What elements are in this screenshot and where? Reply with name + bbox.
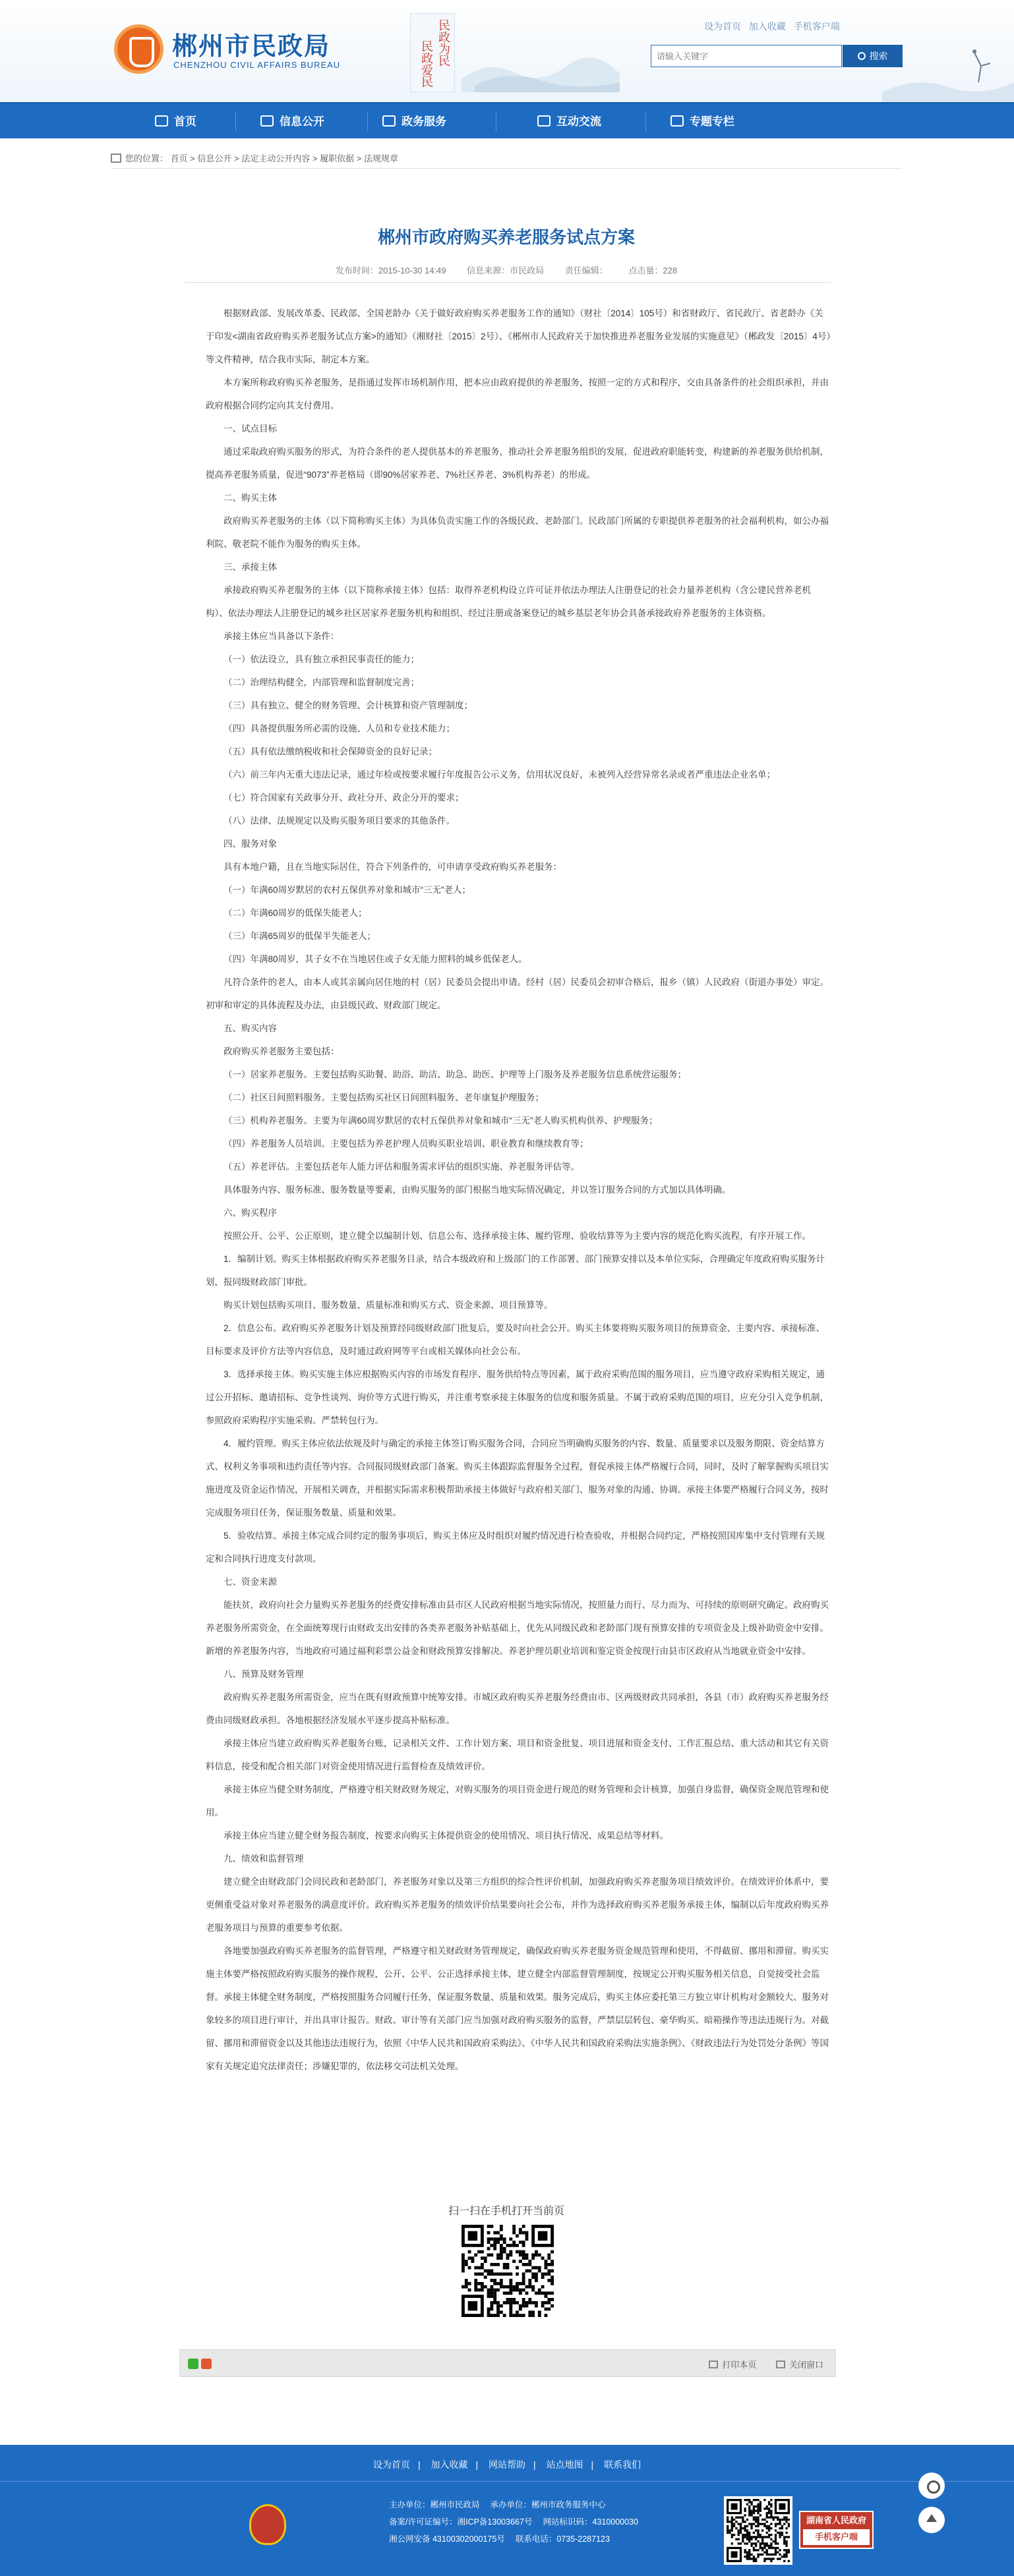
add-favorite-link[interactable]: 加入收藏 (748, 21, 786, 32)
nav-label: 互动交流 (556, 115, 601, 128)
article-paragraph: （四）养老服务人员培训。主要包括为养老护理人员购买职业培训、职业教育和继续教育等； (224, 1139, 589, 1149)
edit-icon (382, 115, 396, 127)
article-paragraph: （四）年满80周岁，其子女不在当地居住或子女无能力照料的城乡低保老人。 (224, 954, 527, 964)
article-paragraph: 一、试点目标 (224, 424, 277, 434)
site-footer (0, 2445, 1014, 2576)
print-label: 打印本页 (722, 2360, 757, 2370)
divider (185, 282, 831, 283)
organizer: 承办单位：郴州市政务服务中心 (490, 2500, 606, 2509)
breadcrumb-item[interactable]: 履职依据 (320, 154, 355, 163)
share-bar (179, 2349, 836, 2377)
article-meta (111, 264, 902, 276)
breadcrumb-item[interactable]: 法规规章 (364, 154, 399, 163)
nav-interaction[interactable] (537, 103, 601, 140)
article-paragraph: 六、购买程序 (224, 1208, 277, 1218)
article-paragraph: 五、购买内容 (224, 1023, 277, 1033)
breadcrumb-item[interactable]: 法定主动公开内容 (241, 154, 311, 163)
article-paragraph: 承接主体应当具备以下条件： (224, 631, 340, 641)
article-paragraph: 承接主体应当健全财务制度，严格遵守相关财政财务规定，对购买服务的项目资金进行规范的财务管理和会计核算，加强自身监督，确保资金规范管理和使用。 (206, 1785, 829, 1818)
nav-divider (645, 111, 646, 131)
site-header (0, 0, 1014, 102)
nav-info-disclosure[interactable] (260, 103, 324, 140)
article-title: 郴州市政府购买养老服务试点方案 (377, 227, 635, 247)
breadcrumb-item[interactable]: 首页 (170, 154, 188, 163)
article-paragraph: （一）居家养老服务。主要包括购买助餐、助浴、助洁、助急、助医、护理等上门服务及养老服务信息系统营运服务； (224, 1070, 686, 1079)
nav-gov-services[interactable] (382, 103, 446, 140)
article-paragraph: 1．编制计划。购买主体根据政府购买养老服务目录，结合本级政府和上级部门的工作部署、部门预算安排以及本单位实际，合理确定年度政府购买服务计划，报同级财政部门审批。 (206, 1254, 825, 1287)
article-paragraph: （二）社区日间照料服务。主要包括购买社区日间照料服务、老年康复护理服务； (224, 1093, 544, 1102)
info-icon (260, 115, 274, 127)
scenery-illustration (462, 26, 620, 92)
article-paragraph: （二）治理结构健全，内部管理和监督制度完善； (224, 677, 419, 687)
slogan-col1: 民政为民 (436, 19, 450, 67)
footer-separator: | (591, 2459, 594, 2470)
search-icon (858, 52, 866, 60)
article-paragraph: 承接主体应当建立政府购买养老服务台账，记录相关文件、工作计划方案、项目和资金批复、项目进展和资金支付、工作汇报总结、重大活动和其它有关资料信息，接受和配合相关部门对资金使用情况进行监督检查及绩效评价。 (206, 1738, 829, 1771)
article-paragraph: 七、资金来源 (224, 1577, 277, 1587)
footer-links (0, 2458, 1014, 2471)
nav-label: 信息公开 (280, 115, 324, 128)
qr-code (462, 2225, 554, 2317)
article-paragraph: 二、购买主体 (224, 493, 277, 503)
article-paragraph: 四、服务对象 (224, 839, 277, 849)
breadcrumb-separator: > (231, 154, 242, 163)
article-paragraph: （七）符合国家有关政事分开、政社分开、政企分开的要求； (224, 793, 464, 803)
hit-count: 点击量：228 (628, 266, 678, 275)
publish-time: 发布时间：2015-10-30 14:49 (335, 266, 446, 275)
police-record[interactable]: 湘公网安备 43100302000175号 (389, 2534, 505, 2544)
hunan-gov-app-badge[interactable] (799, 2511, 874, 2549)
nav-label: 政务服务 (402, 115, 446, 128)
article-paragraph: （四）具备提供服务所必需的设施、人员和专业技术能力； (224, 724, 455, 733)
article-paragraph: （三）具有独立、健全的财务管理、会计核算和资产管理制度； (224, 701, 473, 710)
article-paragraph: 5．验收结算。承接主体完成合同约定的服务事项后，购买主体应及时组织对履约情况进行检查验收，并根据合同约定，严格按照国库集中支付管理有关规定和合同执行进度支付款项。 (206, 1531, 825, 1564)
article-paragraph: 3．选择承接主体。购买实施主体应根据购买内容的市场发育程序、服务供给特点等因素，属于政府采购范围的服务项目，应当遵守政府采购相关规定，通过公开招标、邀请招标、竞争性谈判、询价等方式进行购买，并注重考察承接主体服务的信度和服务质量。不属于政府采购范围的项目，应充分引入竞争机制，参照政府采购程序实施采购。严禁转包行为。 (206, 1369, 829, 1425)
close-label: 关闭窗口 (789, 2360, 823, 2370)
chat-icon (537, 115, 551, 127)
weibo-share-icon[interactable] (201, 2359, 212, 2369)
printer-icon (709, 2361, 718, 2368)
article-paragraph: （五）具有依法缴纳税收和社会保障资金的良好记录； (224, 747, 437, 757)
article-paragraph: 2．信息公布。政府购买养老服务计划及预算经同级财政部门批复后，要及时向社会公开。购买主体要将购买服务项目的预算资金、主要内容、承接标准、目标要求及评价方法等内容信息，及时通过政府网等平台或相关媒体向社会公布。 (206, 1323, 825, 1356)
nav-label: 专题专栏 (690, 115, 734, 128)
article-paragraph: 具有本地户籍，且在当地实际居住，符合下列条件的，可申请享受政府购买养老服务： (224, 862, 562, 872)
article-paragraph: 能扶贫，政府向社会力量购买养老服务的经费安排标准由县市区人民政府根据当地实际情况，按照量力而行、尽力而为、可持续的原则研究确定。政府购买养老服务所需资金，在全面统筹现行由财政支出安排的各类养老服务补贴基础上，优先从同级民政和老龄部门现有预算安排的专项资金及上级补助资金中安排。新增的养老服务内容，当地政府可通过福利彩票公益金和财政预算安排解决。养老护理员职业培训和鉴定资金按现行由县市区政府从当地就业资金中安排。 (206, 1600, 829, 1656)
main-nav (0, 102, 1014, 138)
breadcrumb-item[interactable]: 信息公开 (197, 154, 232, 163)
article-paragraph: 各地要加强政府购买养老服务的监督管理，严格遵守相关财政财务管理规定，确保政府购买养老服务资金规范管理和使用，不得截留、挪用和滞留。购买实施主体要严格按照政府购买服务的操作规程，公开、公平、公正选择承接主体，建立健全内部监督管理制度，按规定公开购买服务相关信息，自觉接受社会监督。承接主体健全财务制度，严格按照服务合同履行任务，保证服务数量、质量和效果。服务完成后，购买主体应委托第三方独立审计机构对金额较大、服务对象较多的项目进行审计，并出具审计报告。财政、审计等有关部门应当加强对政府购买服务的监督，严禁层层转包、豪华购买、暗箱操作等违法违规行为。对截留、挪用和滞留资金以及其他违法违规行为，依照《中华人民共和国政府采购法》、《中华人民共和国政府采购法实施条例》、《财政违法行为处罚处分条例》等国家有关规定追究法律责任；涉嫌犯罪的，依法移交司法机关处理。 (206, 1946, 829, 2071)
footer-separator: | (475, 2459, 479, 2470)
home-icon (111, 154, 121, 163)
share-icons (188, 2359, 214, 2371)
article-paragraph: 八、预算及财务管理 (224, 1669, 304, 1679)
article-paragraph: 承接主体应当建立健全财务报告制度，按要求向购买主体提供资金的使用情况、项目执行情况、成果总结等材料。 (224, 1831, 669, 1841)
editor: 责任编辑： (564, 266, 608, 275)
breadcrumb-separator: > (310, 154, 320, 163)
info-source: 信息来源：市民政局 (467, 266, 545, 275)
contact-phone: 联系电话：0735-2287123 (515, 2534, 610, 2544)
footer-separator: | (417, 2459, 421, 2470)
site-code: 网站标识码：4310000030 (543, 2517, 638, 2527)
top-links (704, 20, 845, 33)
nav-special-topics[interactable] (671, 103, 734, 140)
back-to-top-icon[interactable] (918, 2507, 945, 2533)
article-paragraph: （三）机构养老服务。主要为年满60周岁默居的农村五保供养对象和城市“三无”老人购买机构供养、护理服务； (224, 1116, 658, 1126)
site-title-en: CHENZHOU CIVIL AFFAIRS BUREAU (173, 60, 341, 70)
close-icon (776, 2361, 785, 2368)
layers-icon (671, 115, 684, 127)
emblem-icon (114, 24, 164, 74)
footer-link[interactable]: 站点地图 (546, 2459, 583, 2470)
article-paragraph: 承接政府购买养老服务的主体（以下简称承接主体）包括：取得养老机构设立许可证并依法办理法人注册登记的社会力量养老机构（含公建民营养老机构）、依法办理法人注册登记的城乡社区居家养老服务机构和组织、经过注册或备案登记的城乡基层老年协会具备承接政府养老服务的主体资格。 (206, 585, 811, 618)
article-paragraph: 政府购买养老服务所需资金，应当在既有财政预算中统筹安排。市城区政府购买养老服务经费由市、区两级财政共同承担，各县（市）政府购买养老服务经费由同级财政承担。各地根据经济发展水平逐步提高补贴标准。 (206, 1692, 829, 1725)
article-paragraph: 按照公开、公平、公正原则，建立健全以编制计划、信息公布、选择承接主体、履约管理、验收结算等为主要内容的规范化购买流程，有序开展工作。 (224, 1231, 811, 1241)
article-paragraph: （六）前三年内无重大违法记录，通过年检或按要求履行年度报告公示义务，信用状况良好，未被列入经营异常名录或者严重违法企业名单； (224, 770, 775, 780)
footer-link[interactable]: 网站帮助 (489, 2459, 525, 2470)
footer-divider (0, 2481, 1014, 2482)
article-paragraph: 本方案所称政府购买养老服务，是指通过发挥市场机制作用，把本应由政府提供的养老服务，按照一定的方式和程序，交由具备条件的社会组织承担，并由政府根据合同约定向其支付费用。 (206, 378, 829, 411)
site-logo[interactable] (114, 22, 378, 78)
article-paragraph: 九、绩效和监督管理 (224, 1854, 304, 1864)
footer-qr-code (724, 2496, 792, 2565)
footer-link[interactable]: 联系我们 (604, 2459, 641, 2470)
footer-separator: | (533, 2459, 536, 2470)
article-paragraph: （八）法律、法规规定以及购买服务项目要求的其他条件。 (224, 816, 455, 826)
article-paragraph: 三、承接主体 (224, 562, 277, 572)
site-title: 郴州市民政局 (172, 33, 331, 61)
search-button[interactable] (843, 45, 903, 67)
gov-badge-line2: 手机客户端 (803, 2529, 870, 2545)
search-button-label: 搜索 (869, 51, 888, 61)
article-paragraph: （三）年满65周岁的低保半失能老人； (224, 931, 376, 941)
nav-divider (235, 111, 236, 131)
print-button[interactable] (709, 2360, 756, 2370)
article-paragraph: （二）年满60周岁的低保失能老人； (224, 908, 367, 918)
footer-link[interactable]: 设为首页 (373, 2459, 410, 2470)
slogan-banner (410, 13, 455, 92)
wechat-share-icon[interactable] (188, 2359, 198, 2369)
search-input[interactable] (651, 45, 841, 67)
search-box (651, 45, 842, 67)
party-gov-badge-icon[interactable] (249, 2504, 286, 2545)
home-icon (155, 115, 168, 127)
nav-home[interactable] (155, 103, 196, 140)
divider (111, 168, 902, 169)
sponsor: 主办单位：郴州市民政局 (389, 2500, 480, 2509)
mobile-client-link[interactable]: 手机客户端 (793, 21, 840, 32)
gov-badge-line1: 湖南省人民政府 (806, 2515, 866, 2525)
breadcrumb (111, 152, 398, 164)
footer-info (389, 2496, 649, 2548)
article-paragraph: （一）年满60周岁默居的农村五保供养对象和城市“三无”老人； (224, 885, 471, 895)
icp-number[interactable]: 备案/许可证编号：湘ICP备13003667号 (389, 2517, 533, 2527)
article-body (198, 302, 832, 2078)
article-paragraph: 根据财政部、发展改革委、民政部、全国老龄办《关于做好政府购买养老服务工作的通知》（财社〔2014〕105号）和省财政厅、省民政厅、省老龄办《关于印发<湖南省政府购买养老服务试点方案>的通知》（湘财社〔2015〕2号）、《郴州市人民政府关于加快推进养老服务业发展的实施意见》（郴政发〔2015〕4号）等文件精神，结合我市实际，制定本方案。 (206, 308, 831, 364)
breadcrumb-prefix: 您的位置： (125, 154, 169, 163)
nav-divider (367, 111, 368, 131)
close-window-button[interactable] (776, 2360, 823, 2370)
article-paragraph: 建立健全由财政部门会同民政和老龄部门，养老服务对象以及第三方组织的综合性评价机制，加强政府购买养老服务项目绩效评价。在绩效评价体系中，要更侧重受益对象对养老服务的满意度评价。政府购买养老服务的绩效评价结果要向社会公布，并作为选择政府购买养老服务承接主体，编制以后年度政府购买养老服务项目与预算的重要参考依据。 (206, 1877, 829, 1933)
set-home-link[interactable]: 设为首页 (704, 21, 741, 32)
article-paragraph: （五）养老评估。主要包括老年人能力评估和服务需求评估的组织实施、养老服务评估等。 (224, 1162, 580, 1172)
article-paragraph: （一）依法设立，具有独立承担民事责任的能力； (224, 654, 419, 664)
breadcrumb-separator: > (187, 154, 198, 163)
qr-label: 扫一扫在手机打开当前页 (448, 2206, 564, 2217)
page-actions (692, 2358, 823, 2370)
footer-link[interactable]: 加入收藏 (431, 2459, 468, 2470)
article-paragraph: 具体服务内容、服务标准、服务数量等要素，由购买服务的部门根据当地实际情况确定，并以签订服务合同的方式加以具体明确。 (224, 1185, 731, 1195)
article-paragraph: 凡符合条件的老人，由本人或其亲属向居住地的村（居）民委员会提出申请。经村（居）民委员会初审合格后，报乡（镇）人民政府（街道办事处）审定。初审和审定的具体流程及办法，由县级民政、财政部门规定。 (206, 977, 829, 1010)
share-icon[interactable] (918, 2473, 945, 2499)
article-paragraph: 通过采取政府购买服务的形式，为符合条件的老人提供基本的养老服务，推动社会养老服务组织的发展，促进政府职能转变，构建新的养老服务供给机制，提高养老服务质量，促进“9073”养老格局（即90%居家养老、7%社区养老、3%机构养老）的形成。 (206, 447, 829, 480)
article-paragraph: 购买计划包括购买项目、服务数量、质量标准和购买方式、资金来源、项目预算等。 (224, 1300, 553, 1310)
breadcrumb-separator: > (354, 154, 365, 163)
slogan-col2: 民政爱民 (419, 40, 433, 88)
nav-label: 首页 (174, 115, 196, 128)
article-paragraph: 政府购买养老服务的主体（以下简称购买主体）为具体负责实施工作的各级民政、老龄部门。民政部门所属的专职提供养老服务的社会福利机构，如公办福利院、敬老院不能作为服务的购买主体。 (206, 516, 829, 549)
article-paragraph: 政府购买养老服务主要包括： (224, 1046, 340, 1056)
article-paragraph: 4．履约管理。购买主体应依法依规及时与确定的承接主体签订购买服务合同，合同应当明确购买服务的内容、数量、质量要求以及服务期限、资金结算方式、权利义务事项和违约责任等内容。合同报同级财政部门备案。购买主体跟踪监督服务全过程，督促承接主体严格履行合同，同时，及时了解掌握购买项目实施进度及资金运作情况，开展相关调查，并根据实际需求积极帮助承接主体做好与政府相关部门、服务对象的沟通、协调。承接主体要严格履行合同义务，按时完成服务项目任务，保证服务数量、质量和效果。 (206, 1439, 829, 1518)
